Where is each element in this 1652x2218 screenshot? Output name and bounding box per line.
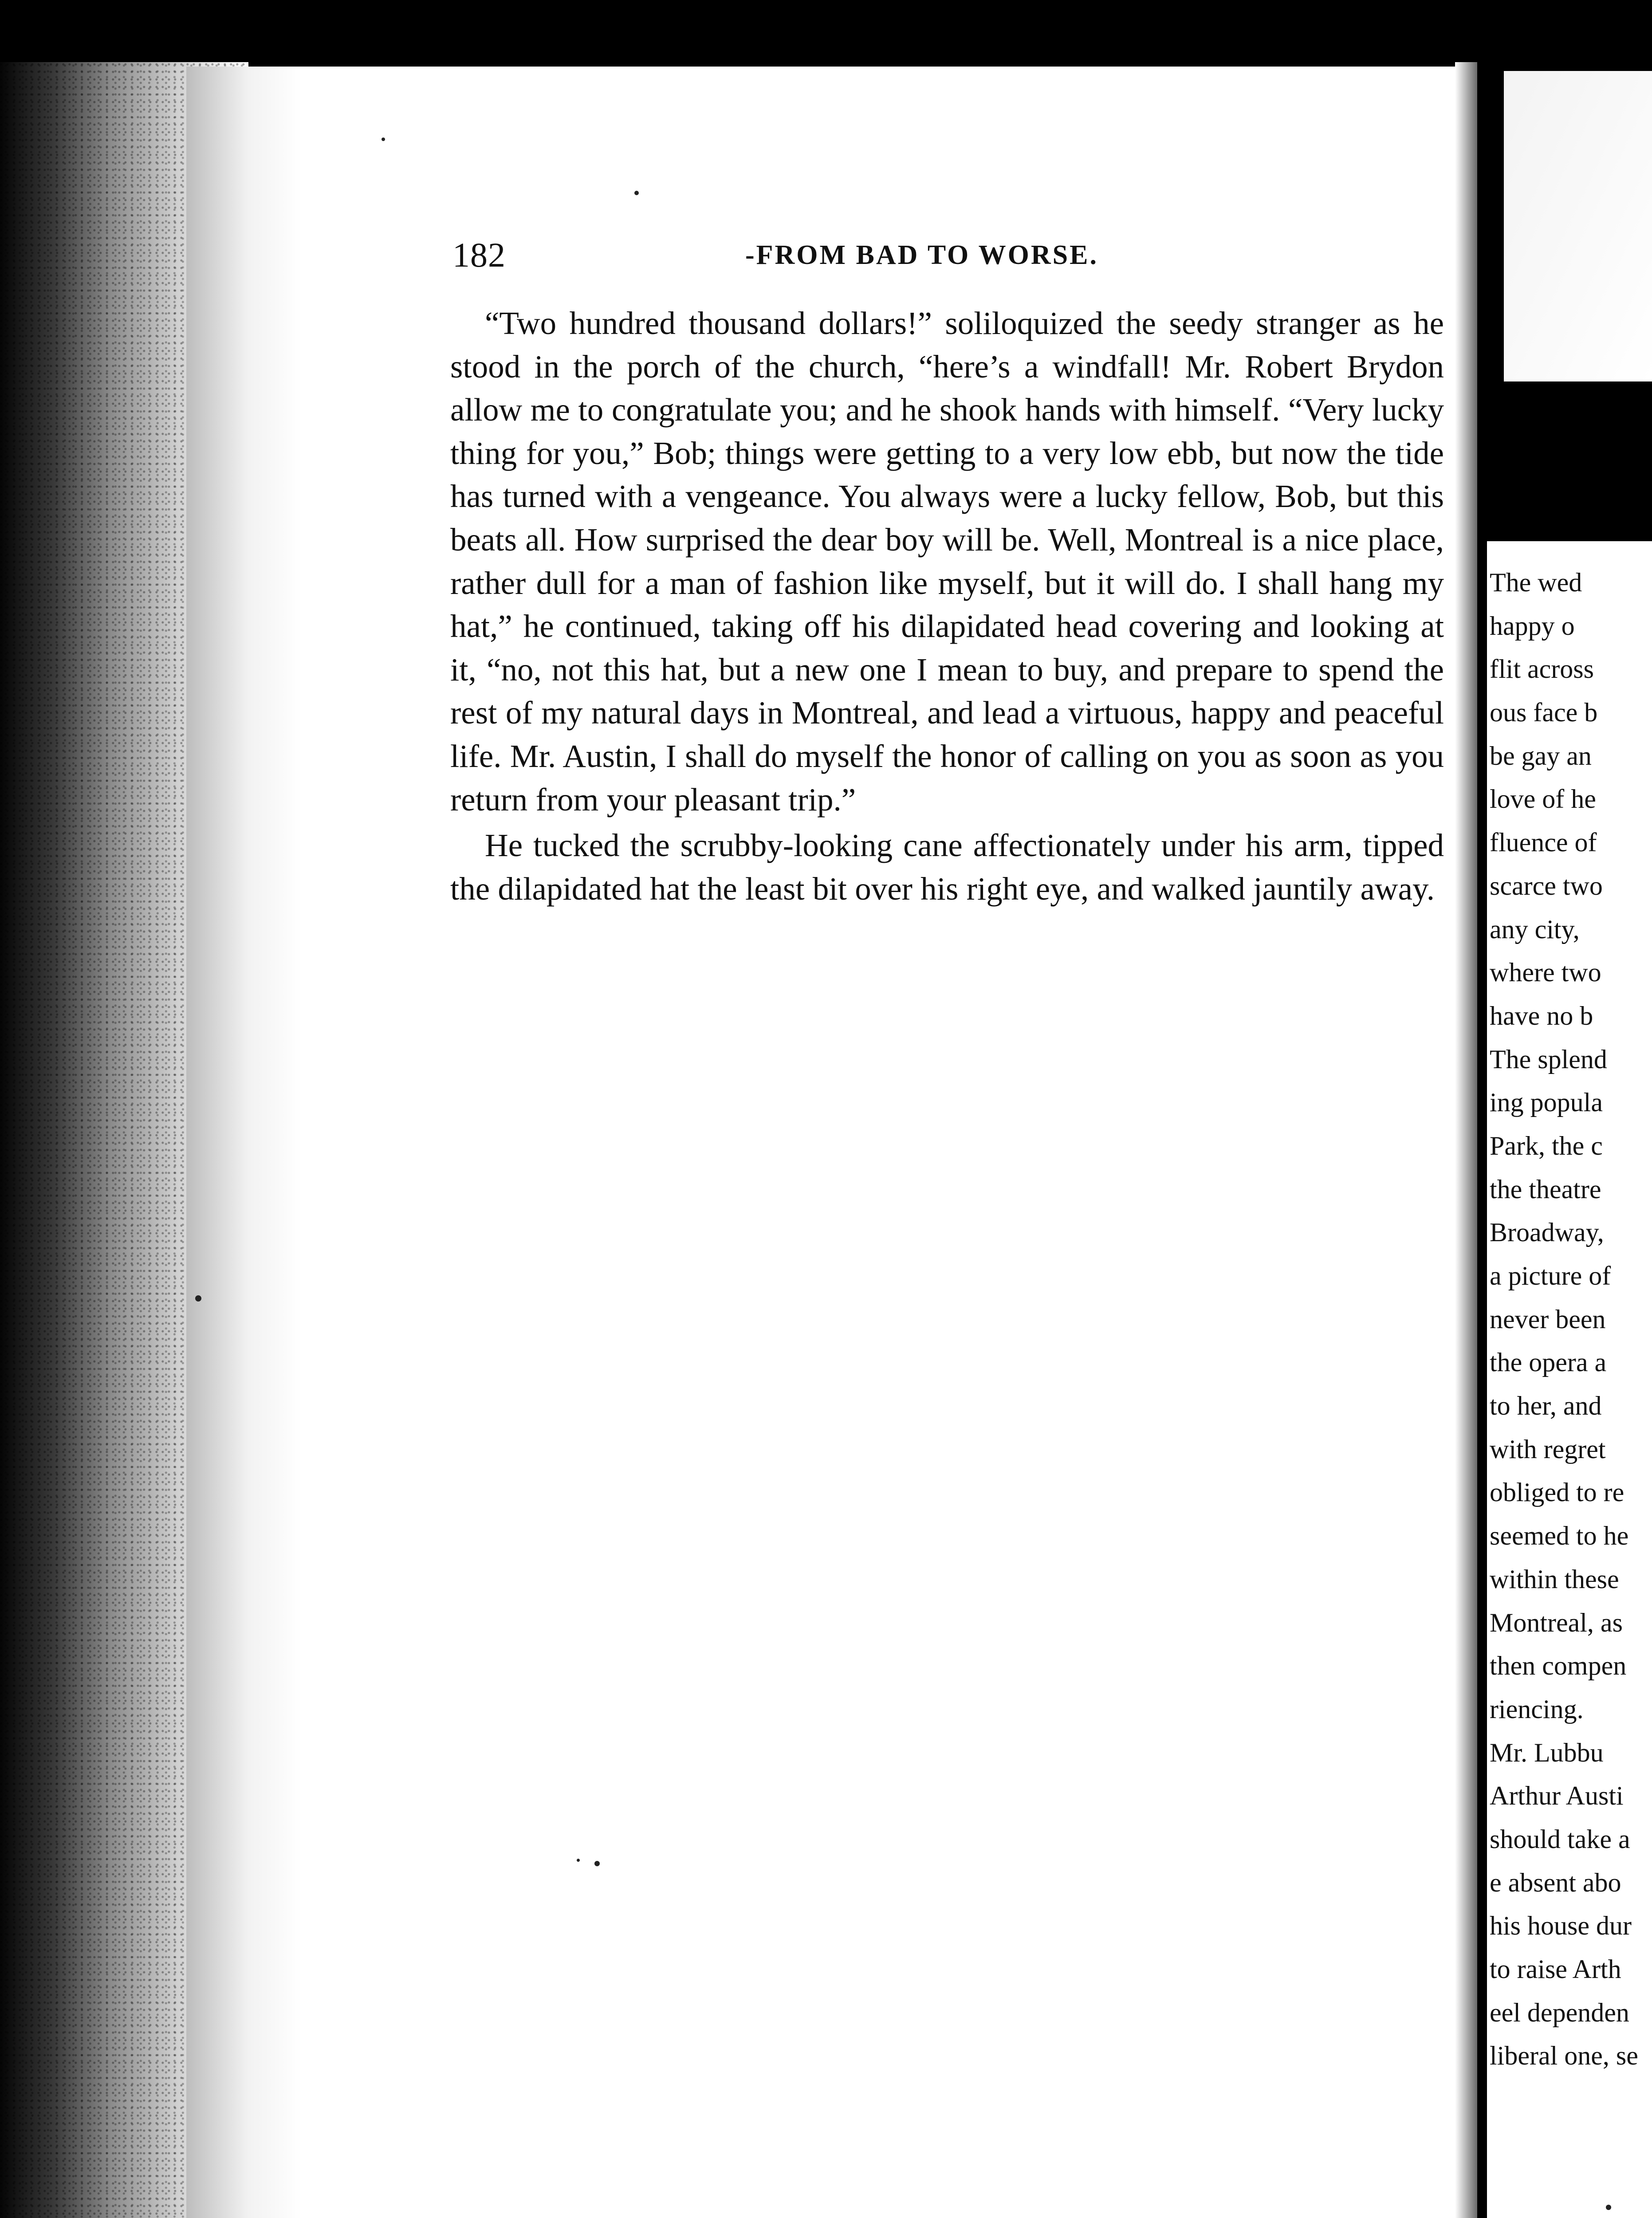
facing-line: with regret — [1490, 1434, 1606, 1464]
facing-line: his house dur — [1490, 1911, 1632, 1941]
facing-line: Park, the c — [1490, 1131, 1603, 1160]
facing-line: The splend — [1490, 1044, 1607, 1074]
facing-line: Montreal, as — [1490, 1608, 1623, 1637]
facing-line: be gay an — [1490, 741, 1592, 771]
facing-line: obliged to re — [1490, 1478, 1624, 1507]
facing-line: riencing. — [1490, 1694, 1584, 1724]
scan-border-top — [0, 0, 1652, 62]
scan-speck — [634, 191, 639, 195]
facing-line: the opera a — [1490, 1348, 1607, 1377]
scan-speck — [594, 1861, 600, 1866]
facing-line: to her, and — [1490, 1391, 1602, 1421]
facing-line: e absent abo — [1490, 1868, 1621, 1897]
scan-speck — [382, 138, 385, 141]
facing-line: have no b — [1490, 1001, 1593, 1030]
facing-page-corner — [1504, 71, 1652, 381]
body-text — [450, 302, 1444, 910]
facing-line: scarce two — [1490, 871, 1603, 901]
facing-line: where two — [1490, 958, 1601, 987]
facing-line: should take a — [1490, 1824, 1630, 1854]
facing-line: never been — [1490, 1304, 1606, 1334]
page-number: 182 — [452, 236, 506, 274]
facing-line: happy o — [1490, 611, 1575, 641]
facing-line: Broadway, — [1490, 1218, 1604, 1247]
facing-page-lines — [1490, 561, 1652, 2078]
facing-line: a picture of — [1490, 1261, 1611, 1290]
facing-line: The wed — [1490, 568, 1582, 597]
facing-line: the theatre — [1490, 1174, 1601, 1204]
running-title: -FROM BAD TO WORSE. — [745, 240, 1098, 270]
facing-line: love of he — [1490, 784, 1596, 814]
facing-line: then compen — [1490, 1651, 1627, 1681]
facing-page-fold — [1477, 541, 1487, 2218]
facing-line: flit across — [1490, 654, 1594, 684]
facing-line: Arthur Austi — [1490, 1781, 1624, 1811]
page-header — [452, 235, 1437, 279]
facing-line: seemed to he — [1490, 1521, 1629, 1551]
facing-line: fluence of — [1490, 828, 1597, 857]
facing-page-183-edge — [1477, 62, 1652, 2218]
facing-line: liberal one, se — [1490, 2041, 1638, 2071]
scan-speck — [577, 1859, 580, 1862]
facing-line: to raise Arth — [1490, 1955, 1621, 1984]
facing-line: within these — [1490, 1564, 1619, 1594]
paragraph-1: “Two hundred thousand dollars!” soliloquized the seedy stranger as he stood in the porch of the church, “here’s a windfall! Mr. Robert Brydon allow me to congratulate you; and he shook hands with himself. “Very lucky thing for you,” Bob; things were getting to a very low ebb, but now the tide has turned with a vengeance. You always were a lucky fellow, Bob, but this beats all. How surprised the dear boy will be. Well, Montreal is a nice place, rather dull for a man of fashion like myself, but it will do. I shall hang my hat,” he continued, taking off his dilapidated head covering and looking at it, “no, not this hat, but a new one I mean to buy, and prepare to spend the rest of my natural days in Montreal, and lead a virtuous, happy and peaceful life. Mr. Austin, I shall do myself the honor of calling on you as soon as you return from your pleasant trip.” — [450, 305, 1444, 818]
facing-line: eel dependen — [1490, 1998, 1629, 2027]
facing-line: ing popula — [1490, 1088, 1603, 1117]
facing-line: ous face b — [1490, 698, 1598, 728]
facing-line: Mr. Lubbu — [1490, 1738, 1604, 1767]
scan-speck — [1606, 2205, 1611, 2210]
paragraph-2: He tucked the scrubby-looking cane affectionately under his arm, tipped the dilapidated hat the least bit over his right eye, and walked jauntily away. — [450, 827, 1444, 907]
facing-line: any city, — [1490, 914, 1580, 944]
scan-speck — [195, 1295, 201, 1302]
